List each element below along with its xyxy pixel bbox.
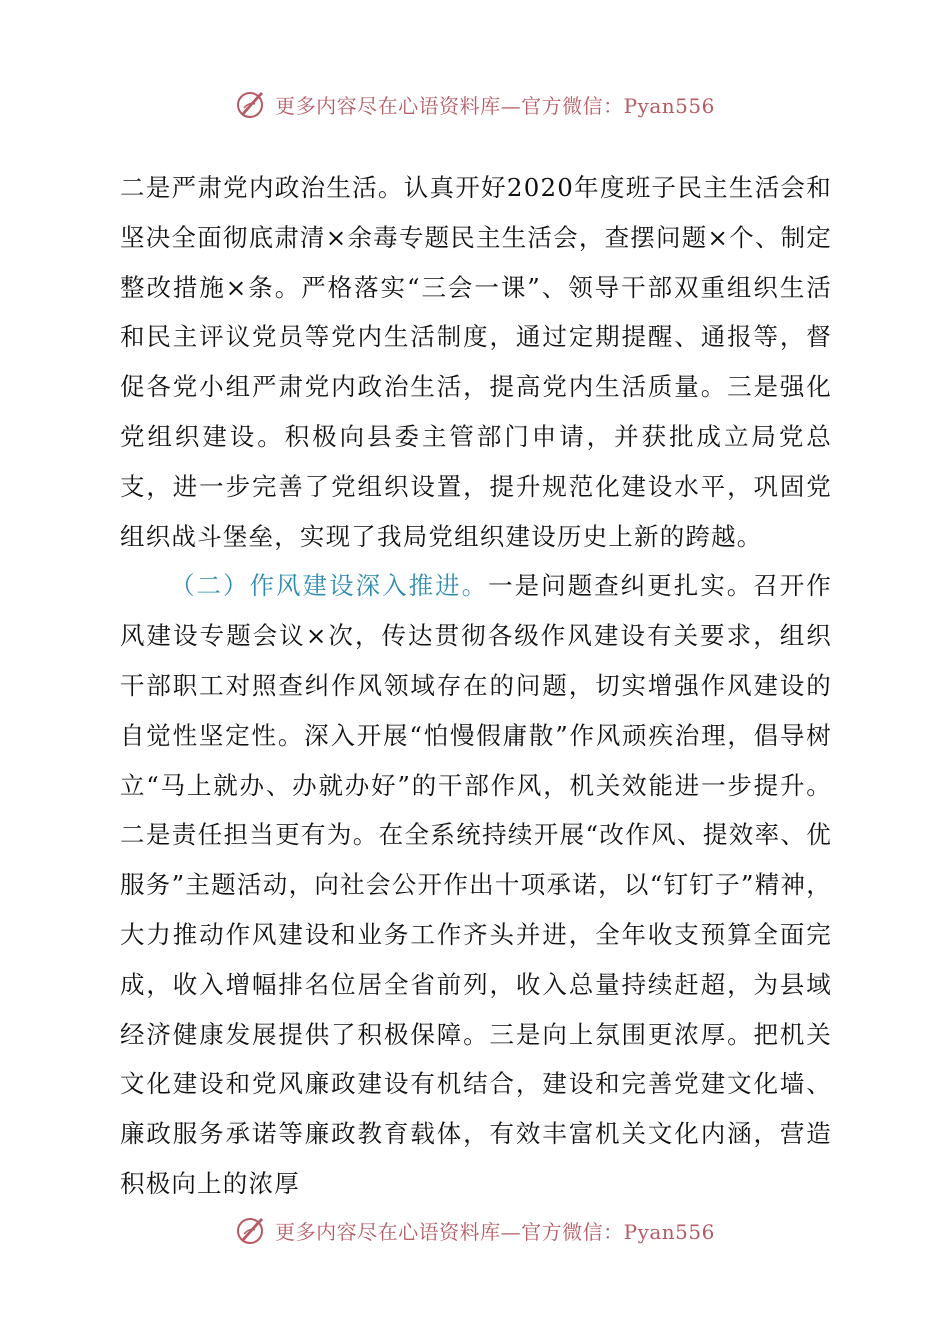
document-body [120, 163, 832, 1209]
paragraph-2-text: 一是问题查纠更扎实。召开作风建设专题会议×次，传达贯彻各级作风建设有关要求，组织干部职工对照查纠作风领域存在的问题，切实增强作风建设的自觉性坚定性。深入开展“怕慢假庸散”作风顽疾治理，倡导树立“马上就办、办就办好”的干部作风，机关效能进一步提升。二是责任担当更有为。在全系统持续开展“改作风、提效率、优服务”主题活动，向社会公开作出十项承诺，以“钉钉子”精神，大力推动作风建设和业务工作齐头并进，全年收支预算全面完成，收入增幅排名位居全省前列，收入总量持续赶超，为县域经济健康发展提供了积极保障。三是向上氛围更浓厚。把机关文化建设和党风廉政建设有机结合，建设和完善党建文化墙、廉政服务承诺等廉政教育载体，有效丰富机关文化内涵，营造积极向上的浓厚 [120, 571, 832, 1198]
pen-circle-logo-icon [235, 88, 267, 120]
paragraph-1-text: 二是严肃党内政治生活。认真开好2020年度班子民主生活会和坚决全面彻底肃清×余毒专题民主生活会，查摆问题×个、制定整改措施×条。严格落实“三会一课”、领导干部双重组织生活和民主评议党员等党内生活制度，通过定期提醒、通报等，督促各党小组严肃党内政治生活，提高党内生活质量。三是强化党组织建设。积极向县委主管部门申请，并获批成立局党总支，进一步完善了党组织设置，提升规范化建设水平，巩固党组织战斗堡垒，实现了我局党组织建设历史上新的跨越。 [120, 173, 832, 551]
paragraph-2 [120, 561, 832, 1208]
section-heading-zuofeng: （二）作风建设深入推进。 [170, 571, 489, 601]
header-banner [0, 84, 950, 124]
banner-text: 更多内容尽在心语资料库—官方微信：Pyan556 [275, 93, 715, 118]
pen-circle-logo-icon [235, 1214, 267, 1246]
footer-banner [0, 1210, 950, 1250]
banner-text: 更多内容尽在心语资料库—官方微信：Pyan556 [275, 1219, 715, 1244]
paragraph-1 [120, 163, 832, 561]
